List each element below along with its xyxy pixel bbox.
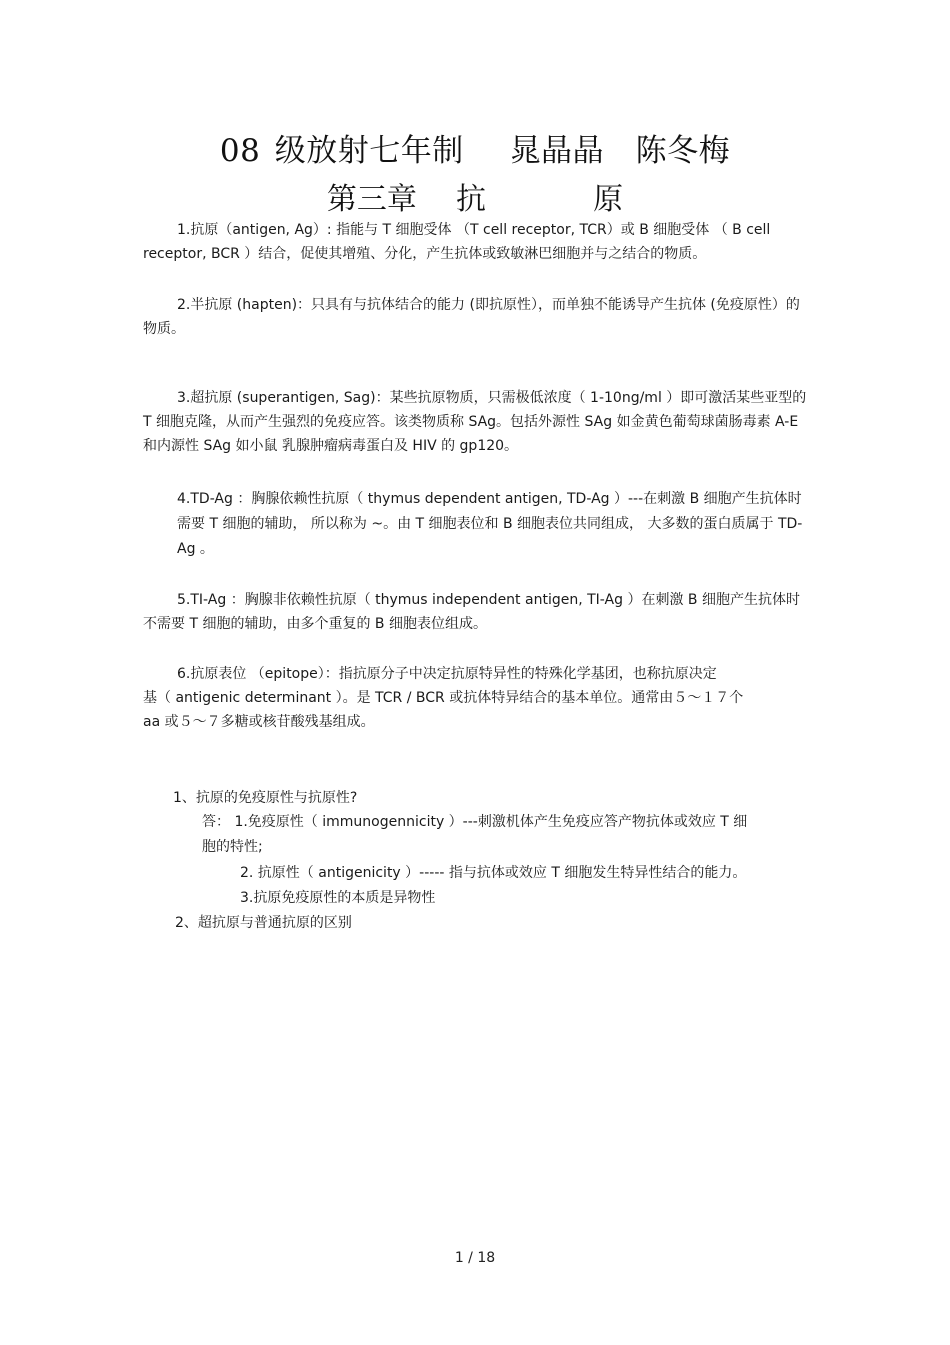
page-number: 1 / 18 [454, 1250, 496, 1266]
chapter-word-2: 原 [593, 182, 624, 217]
question-2: 2、超抗原与普通抗原的区别 [175, 915, 352, 931]
definition-epitope: 6.抗原表位 （epitope）：指抗原分子中决定抗原特异性的特殊化学基团，也称抗原决定 基（ antigenic determinant ）。是 TCR / BCR 或抗体特异结合的基本单位。通常由５～１７个 aa 或５～７多糖或核苷酸残基组成。 [143, 666, 744, 730]
definition-superantigen: 3.超抗原 (superantigen, Sag)：某些抗原物质，只需极低浓度（ 1-10ng/ml ）即可激活某些亚型的 T 细胞克隆，从而产生强烈的免疫应答。该类物质称 SAg。包括外源性 SAg 如金黄色葡萄球菌肠毒素 A-E 和内源性 SAg 如小鼠 乳腺肿瘤病毒蛋白及 HIV 的 gp120。 [143, 390, 807, 454]
chapter-number: 第三章 [326, 182, 417, 217]
definition-hapten: 2.半抗原 (hapten)：只具有与抗体结合的能力 (即抗原性），而单独不能诱导产生抗体 (免疫原性）的物质。 [143, 297, 800, 337]
answer-2: 2. 抗原性（ antigenicity ）----- 指与抗体或效应 T 细胞发生特异性结合的能力。 [240, 865, 747, 881]
question-1: 1、抗原的免疫原性与抗原性? [173, 790, 358, 806]
definition-td-ag: 4.TD-Ag ：胸腺依赖性抗原（ thymus dependent antigen, TD-Ag ）---在刺激 B 细胞产生抗体时需要 T 细胞的辅助， 所以称为 ~。由 T 细胞表位和 B 细胞表位共同组成， 大多数的蛋白质属于 TD-Ag 。 [177, 491, 803, 557]
answer-1-line-1: 答： 1.免疫原性（ immunogennicity ）---刺激机体产生免疫应答产物抗体或效应 T 细 [202, 814, 748, 830]
document-title: 08 级放射七年制 晁晶晶 陈冬梅 [219, 133, 731, 169]
chapter-title [0, 174, 950, 218]
answer-1-line-2: 胞的特性; [202, 839, 263, 855]
chapter-word-1: 抗 [456, 182, 486, 217]
answer-3: 3.抗原免疫原性的本质是异物性 [240, 890, 436, 906]
definition-antigen: 1.抗原（antigen, Ag）: 指能与 T 细胞受体 （T cell receptor, TCR）或 B 细胞受体 （ B cell receptor, BCR ）结合，促使其增殖、分化，产生抗体或致敏淋巴细胞并与之结合的物质。 [143, 222, 771, 262]
definition-ti-ag: 5.TI-Ag ：胸腺非依赖性抗原（ thymus independent antigen, TI-Ag ）在刺激 B 细胞产生抗体时不需要 T 细胞的辅助，由多个重复的 B 细胞表位组成。 [143, 592, 800, 632]
